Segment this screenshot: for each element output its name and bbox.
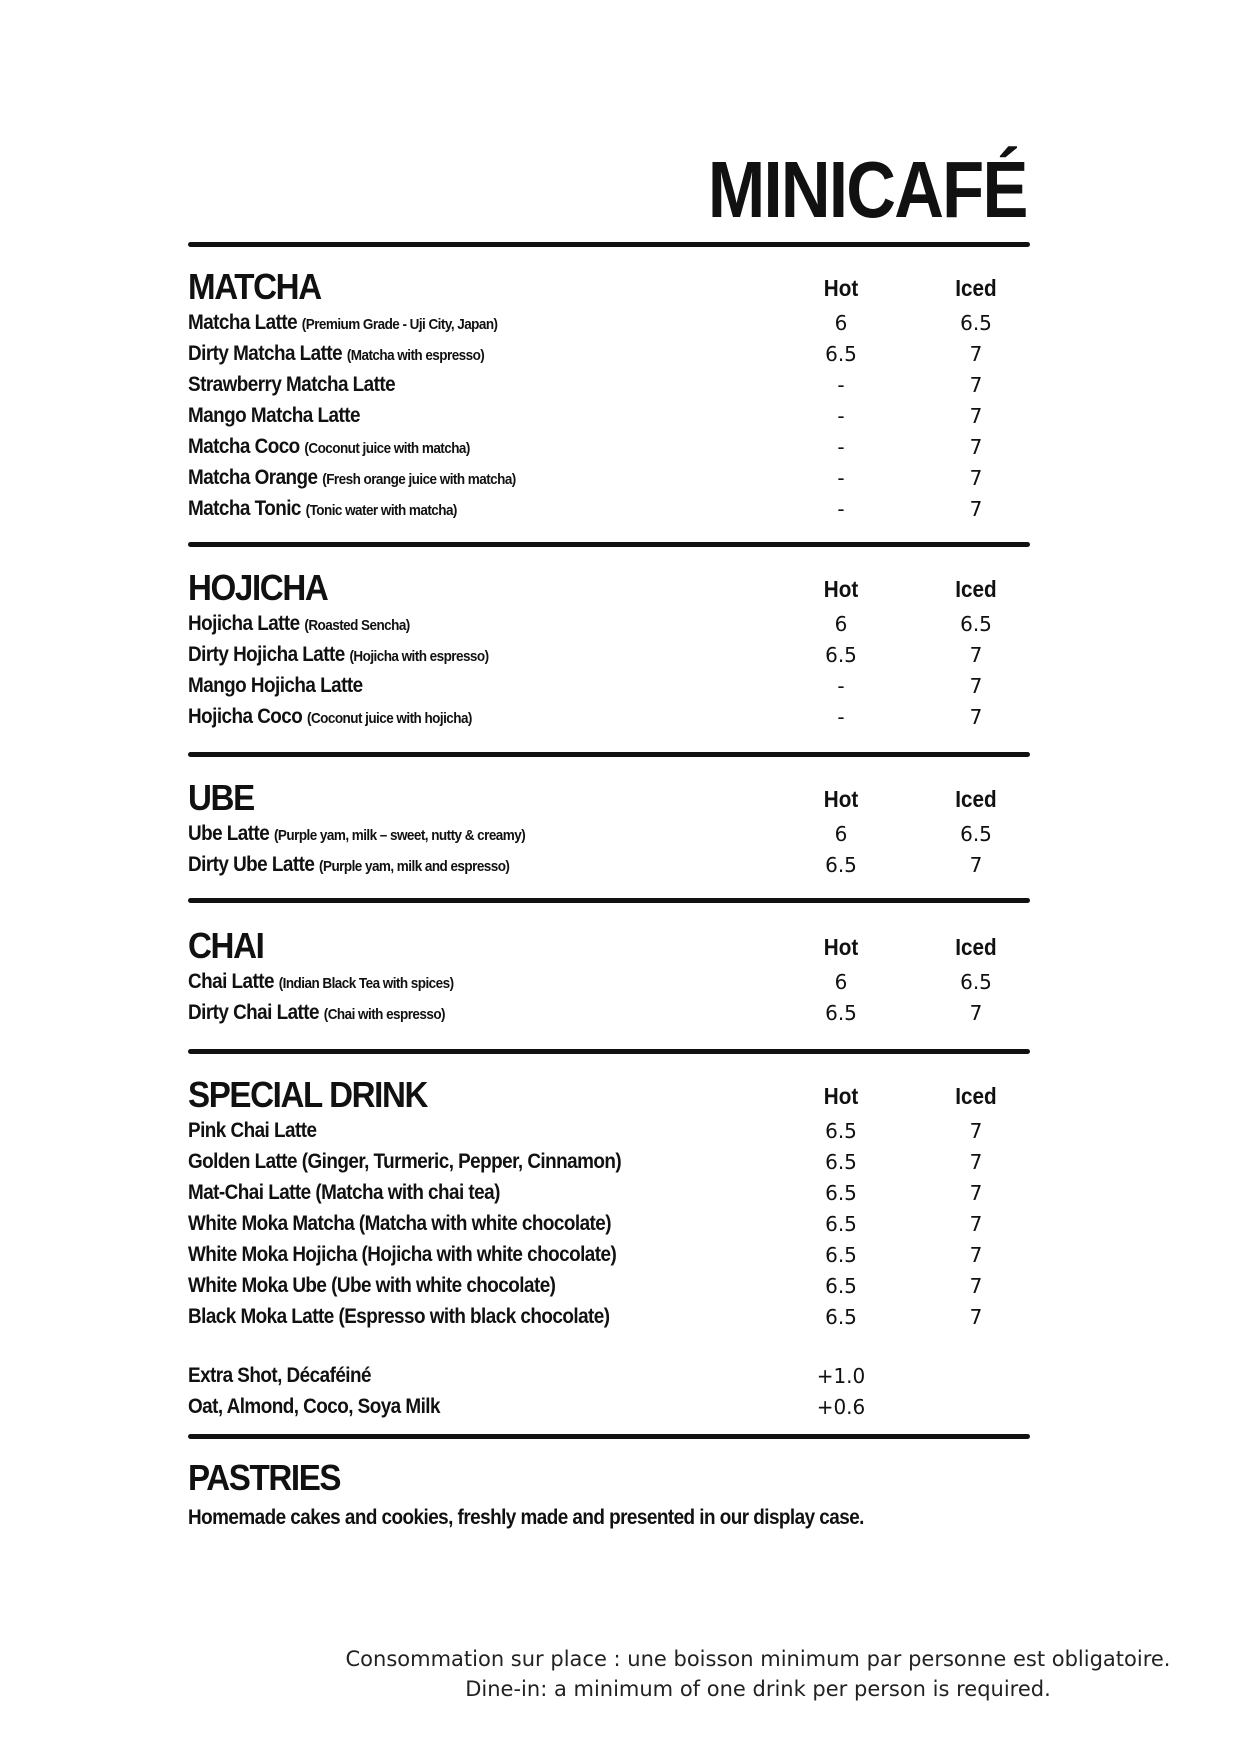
item-name: Matcha Latte [188, 311, 298, 334]
price-hot: - [837, 404, 845, 428]
menu-item [188, 1177, 1030, 1208]
price-iced: 7 [969, 1212, 983, 1236]
menu-item [188, 608, 1030, 639]
item-description: (Matcha with espresso) [346, 347, 485, 364]
price-iced: 7 [969, 466, 983, 490]
menu-item [188, 818, 1030, 849]
menu-item [188, 849, 1030, 880]
menu-title: MINICAFÉ [708, 145, 1027, 234]
price-iced: 7 [969, 1305, 983, 1329]
price-hot: 6.5 [825, 1274, 857, 1298]
menu-item [188, 431, 1030, 462]
price-iced: 7 [969, 1243, 983, 1267]
item-name: Dirty Chai Latte [188, 1001, 320, 1024]
extra-price: +1.0 [816, 1364, 866, 1388]
extra-option [188, 1360, 1030, 1391]
extra-price: +0.6 [816, 1395, 866, 1419]
price-iced: 6.5 [960, 822, 992, 846]
item-name: Hojicha Coco [188, 705, 303, 728]
price-hot: 6.5 [825, 1001, 857, 1025]
item-name: Matcha Coco [188, 435, 300, 458]
price-hot: 6.5 [825, 853, 857, 877]
price-iced: 6.5 [960, 970, 992, 994]
column-header-hot: Hot [823, 1083, 859, 1109]
column-header-iced: Iced [955, 786, 997, 812]
divider [188, 542, 1030, 547]
item-name: Dirty Matcha Latte [188, 342, 343, 365]
price-hot: - [837, 497, 845, 521]
divider [188, 898, 1030, 903]
item-name: Mat-Chai Latte (Matcha with chai tea) [188, 1181, 500, 1204]
menu-item [188, 400, 1030, 431]
price-hot: - [837, 466, 845, 490]
column-header-hot: Hot [823, 576, 859, 602]
menu-item [188, 462, 1030, 493]
section-title: PASTRIES [188, 1457, 341, 1498]
item-description: (Roasted Sencha) [304, 617, 410, 634]
column-header-iced: Iced [955, 275, 997, 301]
menu-item [188, 966, 1030, 997]
item-name: Pink Chai Latte [188, 1119, 317, 1142]
price-hot: 6.5 [825, 643, 857, 667]
menu-item [188, 1270, 1030, 1301]
price-iced: 7 [969, 643, 983, 667]
price-iced: 7 [969, 674, 983, 698]
section-pastries [188, 1458, 1030, 1532]
divider [188, 752, 1030, 757]
price-hot: 6 [834, 311, 848, 335]
price-iced: 7 [969, 705, 983, 729]
menu-item [188, 997, 1030, 1028]
section-header [188, 1458, 1030, 1498]
item-description: (Fresh orange juice with matcha) [322, 471, 516, 488]
price-iced: 7 [969, 853, 983, 877]
section-title: UBE [188, 777, 254, 818]
item-name: Chai Latte [188, 970, 274, 993]
price-hot: 6.5 [825, 1243, 857, 1267]
section-title: SPECIAL DRINK [188, 1074, 428, 1115]
price-iced: 7 [969, 342, 983, 366]
price-iced: 7 [969, 404, 983, 428]
item-name: Dirty Hojicha Latte [188, 643, 345, 666]
pastries-description: Homemade cakes and cookies, freshly made and presented in our display case. [188, 1506, 864, 1529]
extra-name: Oat, Almond, Coco, Soya Milk [188, 1395, 440, 1418]
column-header-hot: Hot [823, 934, 859, 960]
footer-note-en: Dine-in: a minimum of one drink per person is required. [465, 1677, 1051, 1701]
section-header [188, 778, 1030, 818]
menu-item [188, 639, 1030, 670]
menu-item [188, 307, 1030, 338]
item-name: White Moka Hojicha (Hojicha with white chocolate) [188, 1243, 617, 1266]
item-name: Matcha Orange [188, 466, 318, 489]
item-description: (Tonic water with matcha) [305, 502, 457, 519]
divider [188, 1434, 1030, 1439]
item-description: (Purple yam, milk – sweet, nutty & creamy) [273, 827, 526, 844]
price-hot: - [837, 435, 845, 459]
column-header-hot: Hot [823, 786, 859, 812]
section-header [188, 1075, 1030, 1115]
item-name: White Moka Matcha (Matcha with white chocolate) [188, 1212, 612, 1235]
item-description: (Premium Grade - Uji City, Japan) [301, 316, 498, 333]
divider [188, 1049, 1030, 1054]
section-title: CHAI [188, 925, 264, 966]
extra-name: Extra Shot, Décaféiné [188, 1364, 371, 1387]
price-iced: 7 [969, 497, 983, 521]
section-special-drink [188, 1075, 1030, 1422]
item-name: Dirty Ube Latte [188, 853, 315, 876]
item-description: (Purple yam, milk and espresso) [319, 858, 510, 875]
menu-item [188, 1146, 1030, 1177]
item-description: (Coconut juice with hojicha) [307, 710, 472, 727]
section-matcha [188, 267, 1030, 524]
price-iced: 6.5 [960, 311, 992, 335]
item-description: (Indian Black Tea with spices) [278, 975, 454, 992]
section-hojicha [188, 568, 1030, 732]
item-name: Strawberry Matcha Latte [188, 373, 396, 396]
column-header-iced: Iced [955, 1083, 997, 1109]
section-title: MATCHA [188, 266, 321, 307]
price-iced: 7 [969, 373, 983, 397]
price-iced: 7 [969, 1001, 983, 1025]
menu-item [188, 338, 1030, 369]
item-name: Golden Latte (Ginger, Turmeric, Pepper, Cinnamon) [188, 1150, 622, 1173]
item-description: (Coconut juice with matcha) [304, 440, 470, 457]
price-hot: 6.5 [825, 342, 857, 366]
item-name: Black Moka Latte (Espresso with black chocolate) [188, 1305, 610, 1328]
item-description: (Chai with espresso) [323, 1006, 445, 1023]
section-ube [188, 778, 1030, 880]
price-hot: 6.5 [825, 1119, 857, 1143]
menu-item [188, 701, 1030, 732]
item-name: White Moka Ube (Ube with white chocolate) [188, 1274, 556, 1297]
menu-item [188, 670, 1030, 701]
item-name: Matcha Tonic [188, 497, 301, 520]
section-chai [188, 926, 1030, 1028]
item-description: (Hojicha with espresso) [349, 648, 489, 665]
column-header-iced: Iced [955, 576, 997, 602]
menu-item [188, 1115, 1030, 1146]
price-iced: 7 [969, 1119, 983, 1143]
section-title: HOJICHA [188, 567, 328, 608]
menu-item [188, 493, 1030, 524]
section-header [188, 568, 1030, 608]
column-header-iced: Iced [955, 934, 997, 960]
divider [188, 242, 1030, 247]
price-hot: 6 [834, 822, 848, 846]
footer-note-fr: Consommation sur place : une boisson minimum par personne est obligatoire. [345, 1647, 1171, 1671]
price-hot: - [837, 705, 845, 729]
section-header [188, 267, 1030, 307]
price-hot: - [837, 674, 845, 698]
price-hot: 6.5 [825, 1305, 857, 1329]
price-iced: 7 [969, 1150, 983, 1174]
item-name: Mango Matcha Latte [188, 404, 360, 427]
price-hot: 6.5 [825, 1150, 857, 1174]
price-hot: 6 [834, 612, 848, 636]
item-name: Ube Latte [188, 822, 270, 845]
section-header [188, 926, 1030, 966]
menu-item [188, 1239, 1030, 1270]
price-iced: 7 [969, 1274, 983, 1298]
menu-item [188, 369, 1030, 400]
item-name: Mango Hojicha Latte [188, 674, 363, 697]
price-iced: 7 [969, 1181, 983, 1205]
extra-option [188, 1391, 1030, 1422]
price-hot: 6 [834, 970, 848, 994]
price-hot: 6.5 [825, 1212, 857, 1236]
menu-item [188, 1301, 1030, 1332]
menu-item [188, 1208, 1030, 1239]
item-name: Hojicha Latte [188, 612, 300, 635]
price-iced: 7 [969, 435, 983, 459]
price-iced: 6.5 [960, 612, 992, 636]
price-hot: - [837, 373, 845, 397]
column-header-hot: Hot [823, 275, 859, 301]
price-hot: 6.5 [825, 1181, 857, 1205]
